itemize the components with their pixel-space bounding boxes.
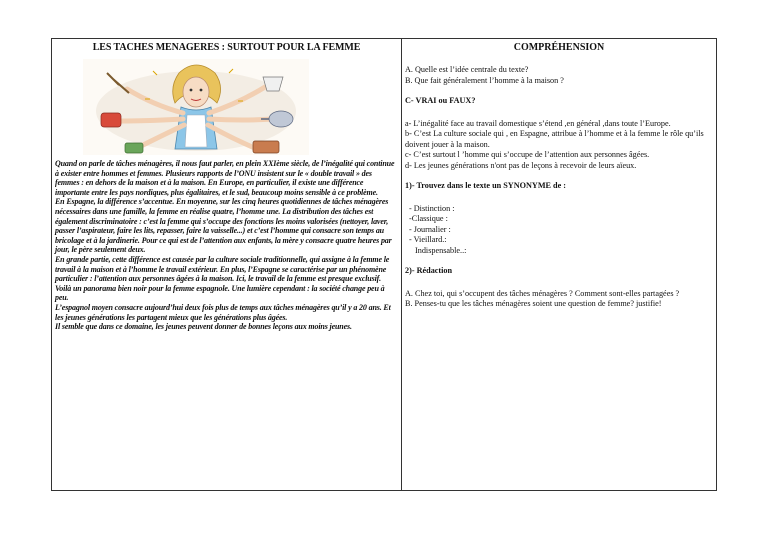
question-a: A. Quelle est l’idée centrale du texte? (405, 65, 529, 74)
synonym-heading: 1)- Trouvez dans le texte un SYNONYME de : (405, 181, 567, 190)
article-title: LES TACHES MENAGERES : SURTOUT POUR LA FEMME (92, 42, 361, 53)
comprehension-column (402, 39, 716, 490)
vrai-faux-heading: C- VRAI ou FAUX? (405, 96, 476, 105)
article-paragraph: En Espagne, la différence s’accentue. En moyenne, sur les cinq heures quotidiennes de tâches ménagères nécessaires dans une famille, la femme en réalise quatre, l’homme une. La distribution des tâches est également discriminatoire : c’est la femme qui s’occupe des fonctions les moins valorisées (nettoyer, laver, passer l’aspirateur, faire les lits, repasser, faire la vaisselle...) et c’est l’homme qui consacre son temps au bricolage et à la jardinerie. Pour ce qui est de l’attention aux enfants, la mère y consacre quatre heures par jour, le père seulement deux. (55, 197, 392, 255)
redaction-heading: 2)- Rédaction (405, 266, 453, 275)
comprehension-title: COMPRÉHENSION (513, 42, 605, 53)
synonym-list (405, 204, 713, 257)
redaction-list (405, 289, 713, 310)
question-b: B. Que fait généralement l’homme à la maison ? (405, 75, 564, 85)
vrai-faux-list (405, 119, 713, 172)
article-paragraph: Quand on parle de tâches ménagères, il nous faut parler, en plein XXIème siècle, de l’inégalité qui continue à exister entre hommes et femmes. Plusieurs rapports de l’ONU insistent sur le « double travail » des femmes : en dehors de la maison et à la maison. En Europe, en particulier, il existe une différence importante entre les pays nordiques, plus égalitaires, et le sud, beaucoup moins sensible à ce problème. (55, 159, 395, 197)
vrai-faux-item: a- L’inégalité face au travail domestique s’étend ,en général ,dans toute l’Europe. (405, 118, 671, 128)
article-column (52, 39, 402, 490)
article-paragraph: L’espagnol moyen consacre aujourd’hui deux fois plus de temps aux tâches ménagères qu’il y a 20 ans. Et les jeunes générations les partagent mieux que les générations plus âgées. (55, 302, 391, 322)
synonym-item: -Classique : (409, 214, 448, 223)
vrai-faux-item: b- C’est La culture sociale qui , en Espagne, attribue à l’homme et à la femme le rôle qu’ils doivent jouer à la maison. (405, 129, 704, 149)
open-questions (405, 65, 713, 86)
redaction-item: A. Chez toi, qui s’occupent des tâches ménagères ? Comment sont-elles partagées ? (405, 288, 680, 298)
housework-illustration (83, 59, 309, 155)
article-paragraph: Voilà un panorama bien noir pour la femme espagnole. Une lumière cependant : la société change peu à peu. (55, 283, 385, 303)
article-paragraph: Il semble que dans ce domaine, les jeunes peuvent donner de bonnes leçons aux moins jeunes. (55, 322, 352, 332)
synonym-item: Indispensable..: (415, 245, 467, 255)
vrai-faux-item: c- C’est surtout l ’homme qui s’occupe de l’attention aux personnes âgées. (405, 150, 650, 159)
synonym-item: - Journalier : (409, 224, 451, 234)
worksheet-table (51, 38, 717, 491)
article-paragraph: En grande partie, cette différence est causée par la culture sociale traditionnelle, qui assigne à la femme le travail à la maison et à l’homme le travail extérieur. En plus, l’Espagne se caractérise par un phénomène particulier : l’attention aux personnes âgées à la maison. Ici, le travail de la femme est presque exclusif. (55, 254, 390, 284)
synonym-item: - Distinction : (409, 203, 455, 213)
redaction-item: B. Penses-tu que les tâches ménagères soient une question de femme? justifie! (405, 299, 662, 308)
vrai-faux-item: d- Les jeunes générations n'ont pas de leçons à recevoir de leurs aïeux. (405, 160, 637, 170)
synonym-item: - Vieillard.: (409, 235, 447, 244)
article-text (55, 159, 398, 332)
